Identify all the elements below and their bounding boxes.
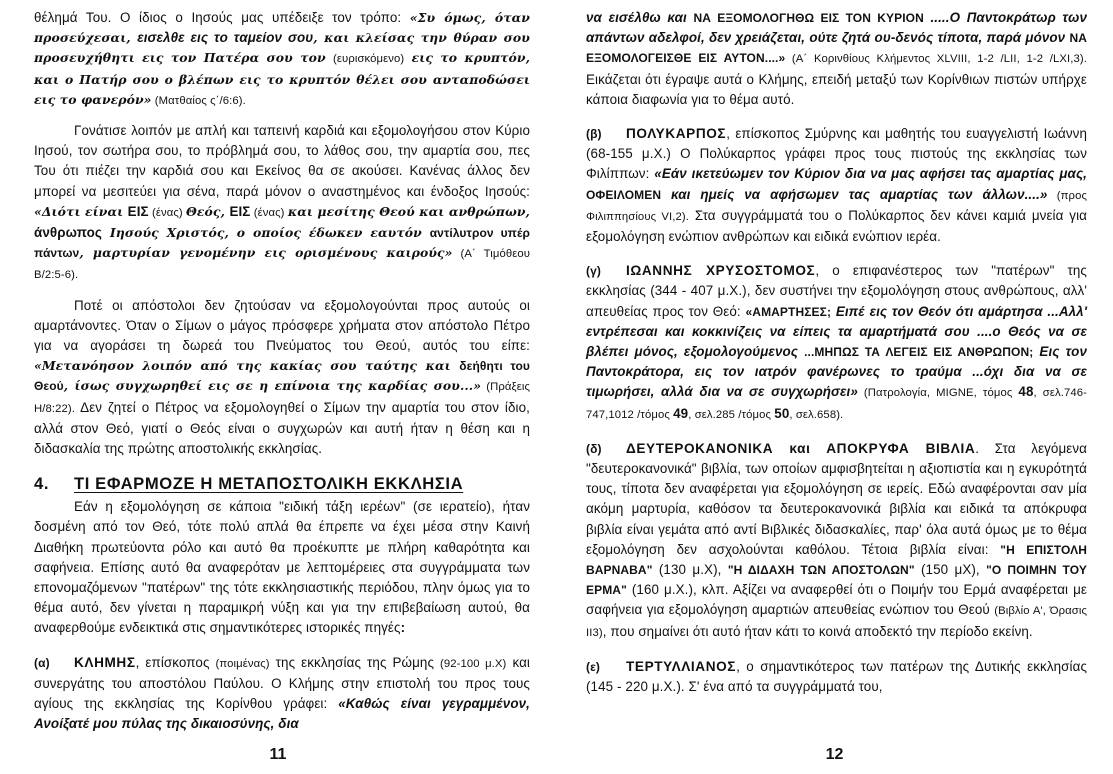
item-marker: (α): [34, 655, 50, 670]
item-marker: (β): [586, 127, 602, 142]
paragraph: να εισέλθω και ΝΑ ΕΞΟΜΟΛΟΓΗΘΩ ΕΙΣ ΤΟΝ ΚΥΡΙΟΝ .....Ο Παντοκράτωρ των απάντων αδελφοί, δεν χρειάζεται, ούτε ζητά ου-δενός τίποτα, παρά μόνον ΝΑ ΕΞΟΜΟΛΟΓΕΙΣΘΕ ΕΙΣ ΑΥΤΟΝ....» (Α΄ Κορινθίους Κλήμεντος XLVIII, 1-2 /LII, 1-2 /LXI,3). Εικάζεται ότι έγραψε αυτά ο Κλήμης, επειδή μεταξύ των Κορίνθιων πιστών υπήρχε κάποια διαφωνία για το θέμα αυτό.: [586, 10, 1087, 107]
list-item: (γ) ΙΩΑΝΝΗΣ ΧΡΥΣΟΣΤΟΜΟΣ, ο επιφανέστερος των "πατέρων" της εκκλησίας (344 - 407 μ.Χ.), δεν συστήνει την εξομολόγηση στους ανθρώπους, αλλ' απευθείας προς τον Θεό: «ΑΜΑΡΤΗΣΕΣ; Ειπέ εις τον Θεόν ότι αμάρτησα ...Αλλ' εντρέπεσαι και κοκκινίζεις να είπεις τα αμαρτήματά σου ....ο Θεός να σε βλέπει μόνος, εξομολογούμενος ...ΜΗΠΩΣ ΤΑ ΛΕΓΕΙΣ ΕΙΣ ΑΝΘΡΩΠΟΝ; Εις τον Παντοκράτορα, εις τον ιατρόν φανέρωνες το τραύμα ...όχι δια να σε τιμωρήσει, αλλά δια να σε συγχωρήσει» (Πατρολογία, MIGNE, τόμος 48, σελ.746-747,1012 /τόμος 49, σελ.285 /τόμος 50, σελ.658).: [586, 263, 1088, 421]
paragraph: Ποτέ οι απόστολοι δεν ζητούσαν να εξομολογούνται προς αυτούς οι αμαρτάνοντες. Όταν ο Σίμων ο μάγος πρόσφερε χρήματα στον απόστολο Πέτρο για να αγοράσει τη δωρεά του Πνεύματος του Θεού, αυτός του είπε: «Μετανόησον λοιπόν από της κακίας σου ταύτης και δεήθητι του Θεού, ίσως συγχωρηθεί εις σε η επίνοια της καρδίας σου...» (Πράξεις Η/8:22). Δεν ζητεί ο Πέτρος να εξομολογηθεί ο Σίμων την αμαρτία του στον ίδιο, αλλά στον Θεό, γιατί ο Θεός είναι ο συγχωρών και αυτή ήταν η θέση και η διδασκαλία της πρώτης αποστολικής εκκλησίας.: [34, 297, 531, 457]
left-page: [0, 0, 556, 774]
right-page: [556, 0, 1113, 774]
item-name: ΠΟΛΥΚΑΡΠΟΣ: [626, 126, 727, 142]
item-marker: (δ): [586, 441, 602, 456]
paragraph: Εάν η εξομολόγηση σε κάποια "ειδική τάξη ιερέων" (σε ιερατείο), ήταν δοσμένη από τον Θεό, τότε πολύ απλά θα έπρεπε να έχει μέσα στην Καινή Διαθήκη πρωτεύοντα ρόλο και αυτό θα προέκυπτε με πλήρη καθαρότητα και σαφήνεια. Επίσης αυτό θα αναφερόταν με λεπτομέρειες στα συγγράμματα των επονομαζόμενων "πατέρων" της τότε εκκλησιαστικής περιόδου, πλην όμως για το θέμα αυτό, δεν γίνεται η παραμικρή νύξη και για την επιβεβαίωση αυτού, θα αναφερθούμε ενδεικτικά στις σημαντικότερες ιστορικές πηγές:: [34, 499, 530, 636]
list-item: (ε) ΤΕΡΤΥΛΛΙΑΝΟΣ, ο σημαντικότερος των πατέρων της Δυτικής εκκλησίας (145 - 220 μ.Χ.). Σ' ένα από τα συγγράμματά του,: [586, 658, 1087, 695]
item-name: ΤΕΡΤΥΛΛΙΑΝΟΣ: [626, 658, 737, 674]
item-name: ΙΩΑΝΝΗΣ ΧΡΥΣΟΣΤΟΜΟΣ: [626, 263, 816, 279]
item-marker: (ε): [586, 659, 600, 674]
list-item: (β) ΠΟΛΥΚΑΡΠΟΣ, επίσκοπος Σμύρνης και μαθητής του ευαγγελιστή Ιωάννη (68-155 μ.Χ.) Ο Πολύκαρπος γράφει προς τους πιστούς της εκκλησίας των Φιλίππων: «Εάν ικετεύωμεν τον Κύριον δια να μας αφήσει τας αμαρτίας μας, ΟΦΕΙΛΟΜΕΝ και ημείς να αφήσωμεν τας αμαρτίας των άλλων....» (προς Φιλιππησίους VI,2). Στα συγγράμματά του ο Πολύκαρπος δεν κάνει καμιά μνεία για εξομολόγηση ενώπιον ανθρώπων και ειδικά ενώπιον ιερέα.: [586, 126, 1087, 245]
paragraph: Γονάτισε λοιπόν με απλή και ταπεινή καρδιά και εξομολογήσου στον Κύριο Ιησού, τον σωτήρα σου, το πρόβλημά σου, το λάθος σου, την αμαρτία σου, πες Του ότι πιέζει την καρδιά σου και Εκείνος θα σε ακούσει. Κανένας άλλος δεν μπορεί να μεσιτεύει για σένα, παρά μόνον ο αναστημένος και ένδοξος Ιησούς: «Διότι είναι ΕΙΣ (ένας) Θεός, ΕΙΣ (ένας) και μεσίτης Θεού και ανθρώπων, άνθρωπος Ιησούς Χριστός, ο οποίος έδωκεν εαυτόν αντίλυτρον υπέρ πάντων, μαρτυρίαν γενομένην εις ορισμένους καιρούς» (Α΄ Τιμόθεου Β/2:5-6).: [34, 123, 531, 282]
item-marker: (γ): [586, 264, 601, 279]
item-name: ΔΕΥΤΕΡΟΚΑΝΟΝΙΚΑ και ΑΠΟΚΡΥΦΑ ΒΙΒΛΙΑ: [626, 440, 976, 456]
section-number: 4.: [34, 474, 50, 494]
page-number: 11: [269, 746, 287, 763]
item-name: ΚΛΗΜΗΣ: [74, 654, 136, 670]
list-item: (δ) ΔΕΥΤΕΡΟΚΑΝΟΝΙΚΑ και ΑΠΟΚΡΥΦΑ ΒΙΒΛΙΑ. Στα λεγόμενα "δευτεροκανονικά" βιβλία, των οποίων αμφισβητείται η αξιοπιστία και η εγκυρότητά τους, τίποτα δεν αναφέρεται για εξομολόγηση σε ιερείς. Εδώ αναφέρονται σαν μία ακόμη μαρτυρία, καθόσον τα δευτεροκανονικά βιβλία και ειδικά τα απόκρυφα βιβλία είναι γεμάτα από αντί Βιβλικές διδασκαλίες, παρ' όλα αυτά όμως με το θέμα εξομολόγηση δεν ασχολούνται καθόλου. Τέτοια βιβλία είναι: "Η ΕΠΙΣΤΟΛΗ ΒΑΡΝΑΒΑ" (130 μ.Χ), "Η ΔΙΔΑΧΗ ΤΩΝ ΑΠΟΣΤΟΛΩΝ" (150 μΧ), "Ο ΠΟΙΜΗΝ ΤΟΥ ΕΡΜΑ" (160 μ.Χ.), κλπ. Αξίζει να αναφερθεί ότι ο Ποιμήν του Ερμά αναφέρεται με σαφήνεια για εξομολόγηση αμαρτιών απευθείας ενώπιον του Θεού (Βιβλίο Α', Όρασις ΙΙ3), που σημαίνει ότι αυτό ήταν κάτι το κοινά αποδεκτό την περίοδο εκείνη.: [586, 440, 1087, 639]
list-item: (α) ΚΛΗΜΗΣ, επίσκοπος (ποιμένας) της εκκλησίας της Ρώμης (92-100 μ.Χ) και συνεργάτης του αποστόλου Παύλου. Ο Κλήμης στην επιστολή του προς τους αγίους της εκκλησίας της Κορίνθου γράφει: «Καθώς είναι γεγραμμένον, Ανοίξατέ μου πύλας της δικαιοσύνης, δια: [34, 654, 530, 732]
page-number: 12: [825, 746, 844, 763]
section-title: ΤΙ ΕΦΑΡΜΟΖΕ Η ΜΕΤΑΠΟΣΤΟΛΙΚΗ ΕΚΚΛΗΣΙΑ: [74, 474, 464, 494]
section-heading: [34, 473, 530, 495]
paragraph: θέλημά Του. Ο ίδιος ο Ιησούς μας υπέδειξε τον τρόπο: «Συ όμως, όταν προσεύχεσαι, εισελθε εις το ταμείον σου, και κλείσας την θύραν σου προσευχήθητι εις τον Πατέρα σου τον (ευρισκόμενο) εις το κρυπτόν, και ο Πατήρ σου ο βλέπων εις το κρυπτόν θέλει σου ανταποδώσει εις το φανερόν» (Ματθαίος ς΄/6:6).: [34, 10, 530, 107]
